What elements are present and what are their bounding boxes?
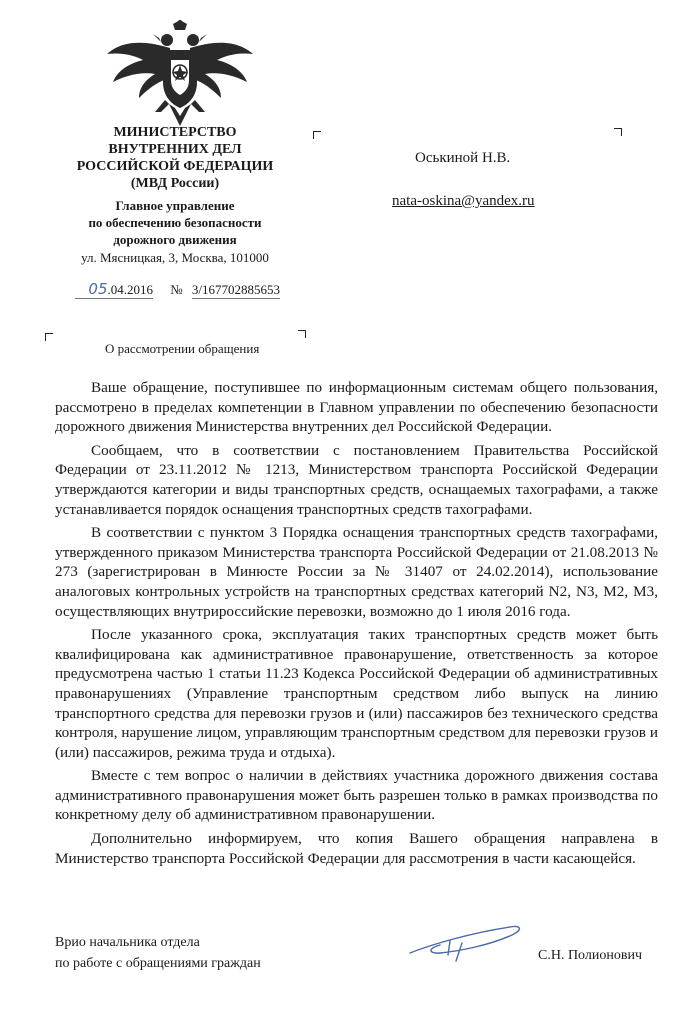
signatory-title — [55, 932, 261, 974]
address: ул. Мясницкая, 3, Москва, 101000 — [81, 250, 269, 265]
body-paragraph: Сообщаем, что в соответствии с постановлением Правительства Российской Федерации от 23.11.2012 № 1213, Министерством транспорта Российской Федерации утверждаются категории и виды транспортных средств, оснащаемых тахографами, а также устанавливается порядок оснащения транспортных средств тахографами. — [55, 441, 658, 518]
ministry-line-2: ВНУТРЕННИХ ДЕЛ — [108, 142, 242, 157]
body-paragraph: После указанного срока, эксплуатация таких транспортных средств может быть квалифицирована как административное правонарушение, ответственность за которое предусмотрена частью 1 статьи 11.23 Кодекса Российской Федерации об административных правонарушениях (Управление транспортным средством либо выпуск на линию транспортного средства для перевозки грузов и (или) пассажиров без технического средства контроля, нарушение лицом, управляющим транспортным средством для перевозки грузов и (или) пассажиров, режима труда и отдыха). — [55, 626, 658, 761]
address-corner-mark — [313, 131, 321, 139]
ministry-name — [40, 124, 310, 192]
recipient-email[interactable]: nata-oskina@yandex.ru — [392, 193, 535, 209]
subject-corner-mark — [298, 330, 306, 338]
handwritten-signature — [400, 915, 530, 965]
dept-line-2: по обеспечению безопасности — [88, 215, 262, 230]
subject-line: О рассмотрении обращения — [105, 341, 260, 356]
department-name — [40, 197, 310, 248]
document-number: 3/167702885653 — [191, 282, 281, 297]
letter-body — [55, 378, 658, 872]
address-corner-mark — [614, 128, 622, 136]
date-handwritten: 05 — [88, 280, 108, 298]
ministry-line-3: РОССИЙСКОЙ ФЕДЕРАЦИИ — [76, 159, 274, 174]
dept-line-3: дорожного движения — [113, 232, 237, 247]
signatory-title-line-2: по работе с обращениями граждан — [55, 956, 261, 971]
signatory-title-line-1: Врио начальника отдела — [55, 935, 200, 950]
body-paragraph: Дополнительно информируем, что копия Вашего обращения направлена в Министерство транспорта Российской Федерации для рассмотрения в части касающейся. — [55, 830, 658, 867]
subject-corner-mark — [45, 333, 53, 341]
date-rest: .04.2016 — [107, 282, 153, 297]
recipient-name: Оськиной Н.В. — [415, 150, 511, 166]
ministry-line-1: МИНИСТЕРСТВО — [113, 125, 237, 140]
date-number-line — [75, 280, 305, 299]
ministry-line-4: (МВД России) — [130, 176, 220, 191]
body-paragraph: В соответствии с пунктом 3 Порядка оснащения транспортных средств тахографами, утвержденного приказом Министерства транспорта Российской Федерации от 21.08.2013 № 273 (зарегистрирован в Минюсте России за № 31407 от 24.02.2014), использование аналоговых контрольных устройств на транспортных средствах категорий N2, N3, M2, M3, осуществляющих внутрироссийские перевозки, возможно до 1 июля 2016 года. — [55, 524, 658, 620]
signatory-name: С.Н. Полионович — [538, 948, 642, 963]
number-sign: № — [170, 282, 183, 297]
body-paragraph: Вместе с тем вопрос о наличии в действиях участника дорожного движения состава административного правонарушения может быть разрешен только в рамках производства по конкретному делу об административном правонарушении. — [55, 767, 658, 824]
dept-line-1: Главное управление — [115, 198, 235, 213]
body-paragraph: Ваше обращение, поступившее по информационным системам общего пользования, рассмотрено в пределах компетенции в Главном управлении по обеспечению безопасности дорожного движения Министерства внутренних дел Российской Федерации. — [55, 379, 658, 436]
double-headed-eagle-emblem-icon — [105, 20, 255, 128]
